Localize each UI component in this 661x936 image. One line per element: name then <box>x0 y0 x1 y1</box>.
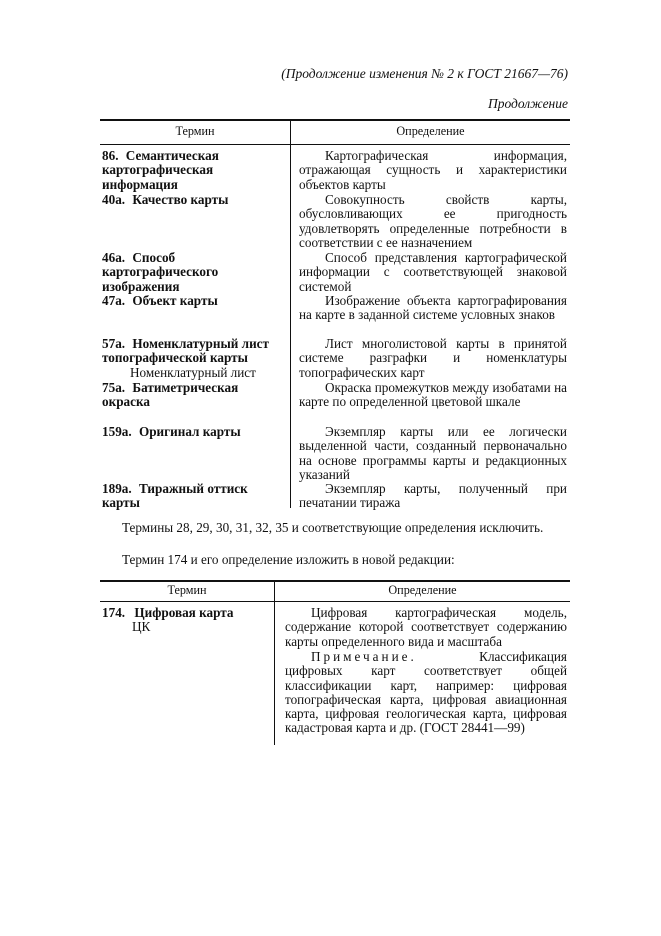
new-edition-paragraph: Термин 174 и его определение изложить в новой редакции: <box>122 552 455 567</box>
term-name: Способ картографического изображения <box>102 250 219 294</box>
term-synonym: Номенклатурный лист <box>130 364 256 380</box>
term-definition: Экземпляр карты, полученный при печатании тиража <box>299 481 567 511</box>
term-name: Цифровая карта <box>134 605 234 620</box>
table-row <box>102 381 288 410</box>
term-name: Оригинал карты <box>138 424 241 439</box>
term-number: 47а. <box>102 293 126 308</box>
term-definition: Способ представления картографической информации с соответствующей знаковой системой <box>299 250 567 294</box>
table-row <box>102 251 288 294</box>
table1-col-term: Термин <box>175 124 215 138</box>
table1-header <box>100 119 570 145</box>
term-name: Семантическая картографическая информация <box>102 148 219 192</box>
table-row <box>102 337 288 380</box>
table1-col-definition: Определение <box>396 124 465 138</box>
table2-col-definition: Определение <box>388 583 457 597</box>
term-definition: Экземпляр карты или ее логически выделенной части, созданный первоначально на основе программы карты и редакционных указаний <box>299 424 567 482</box>
term-number: 46а. <box>102 250 126 265</box>
term-number: 159а. <box>102 424 132 439</box>
term-number: 86. <box>102 148 119 163</box>
term-abbreviation: ЦК <box>132 619 151 635</box>
term-definition: Цифровая картографическая модель, содержание которой соответствует содержанию карты определенного вида и масштаба <box>285 605 567 649</box>
term-name: Качество карты <box>132 192 229 207</box>
note-text: Классификация цифровых карт соответствует общей классификации карт, например: цифровая топографическая карта, цифровая авиационная карта, цифровая геологическая карта, цифровая кадастровая карта и др. (ГОСТ 28441—99) <box>285 649 567 736</box>
term-name: Номенклатурный лист топографической карты <box>102 336 270 366</box>
term-number: 57а. <box>102 336 126 351</box>
term-number: 40а. <box>102 192 126 207</box>
table-row <box>102 425 288 439</box>
continued-label: Продолжение <box>487 96 568 111</box>
table-row <box>102 193 288 207</box>
term-definition: Совокупность свойств карты, обусловливающих ее пригодность удовлетворять определенные потребности в соответствии с ее назначением <box>299 192 567 250</box>
table2-col-term: Термин <box>167 583 207 597</box>
continuation-header: (Продолжение изменения № 2 к ГОСТ 21667—76) <box>281 66 568 81</box>
exclude-paragraph: Термины 28, 29, 30, 31, 32, 35 и соответствующие определения исключить. <box>122 520 544 535</box>
table2-column-divider <box>274 602 275 745</box>
table-row <box>102 606 272 635</box>
table-row <box>102 294 288 308</box>
term-name: Тиражный оттиск карты <box>102 481 248 511</box>
table-row <box>102 482 288 511</box>
term-number: 174. <box>102 605 126 620</box>
term-definition: Лист многолистовой карты в принятой системе разграфки и номенклатуры топографических карт <box>299 336 567 380</box>
term-number: 75а. <box>102 380 126 395</box>
table-row <box>102 149 288 192</box>
table2-header <box>100 580 570 602</box>
term-definition: Картографическая информация, отражающая сущность и характеристики объектов карты <box>299 148 567 192</box>
term-note <box>285 650 567 736</box>
note-label: Примечание. <box>311 649 417 664</box>
term-definition: Изображение объекта картографирования на карте в заданной системе условных знаков <box>299 293 567 323</box>
term-number: 189а. <box>102 481 132 496</box>
term-name: Объект карты <box>132 293 218 308</box>
table1-column-divider <box>290 145 291 508</box>
term-name: Батиметрическая окраска <box>102 380 239 410</box>
term-definition: Окраска промежутков между изобатами на карте по определенной цветовой шкале <box>299 380 567 410</box>
